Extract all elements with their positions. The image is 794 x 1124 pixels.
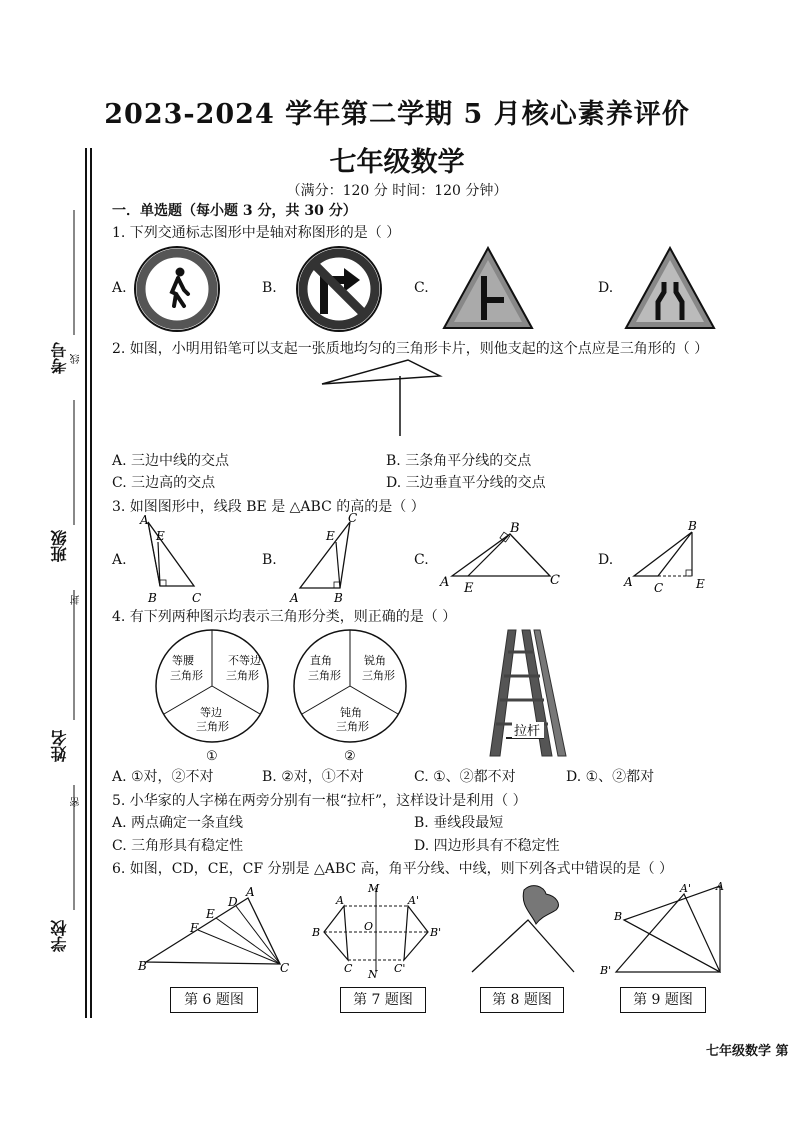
label-e: E — [206, 907, 215, 921]
pie1-label-isosceles-2: 三角形 — [170, 669, 203, 682]
class-label: 班级 — [50, 530, 69, 562]
pie1-caption: ① — [206, 749, 218, 764]
label-o: O — [364, 920, 374, 933]
q2-option-d: D. 三边垂直平分线的交点 — [386, 475, 546, 491]
q4-option-c: C. ①、②都不对 — [414, 769, 516, 785]
pie1-label-isosceles: 等腰 — [172, 654, 194, 667]
label-b: B — [688, 520, 697, 533]
q2-option-b: B. 三条角平分线的交点 — [386, 453, 532, 469]
label-c: C — [280, 961, 290, 975]
label-a-prime: A' — [408, 894, 419, 907]
pie-chart-2 — [294, 630, 406, 764]
q3-figure-c — [438, 520, 568, 598]
q2-stem: 2. 如图，小明用铅笔可以支起一张质地均匀的三角形卡片，则他支起的这个点应是三角形的（ ） — [112, 341, 709, 357]
q3-figure-d — [620, 520, 716, 598]
q4-stem: 4. 有下列两种图示均表示三角形分类，则正确的是（ ） — [112, 609, 457, 625]
label-b: B — [312, 926, 321, 939]
label-d: D — [228, 895, 238, 909]
figure-8 — [466, 880, 586, 980]
label-f: F — [190, 921, 199, 935]
q3-stem: 3. 如图图形中，线段 BE 是 △ABC 的高的是（ ） — [112, 499, 425, 515]
q1-option-b: B. — [262, 280, 277, 296]
pie2-label-right: 直角 — [310, 654, 332, 667]
pie2-label-obtuse-2: 三角形 — [336, 720, 369, 733]
pie1-label-scalene: 不等边 — [228, 654, 261, 667]
ladder-rod-label: 拉杆 — [514, 724, 541, 739]
q2-option-a: A. 三边中线的交点 — [112, 453, 230, 469]
pie1-label-equilateral-2: 三角形 — [196, 720, 229, 733]
label-c: C — [348, 511, 358, 525]
label-e: E — [156, 529, 165, 543]
pie2-label-acute-2: 三角形 — [362, 669, 395, 682]
no-pedestrian-sign-icon — [132, 244, 222, 334]
figure-6 — [136, 884, 296, 980]
q5-stem: 5. 小华家的人字梯在两旁分别有一根“拉杆”，这样设计是利用（ ） — [112, 793, 527, 809]
road-narrows-sign-icon — [622, 244, 718, 332]
label-b: B — [334, 591, 343, 605]
q3-figure-a — [136, 510, 212, 606]
figure-9-caption: 第 9 题图 — [620, 987, 706, 1013]
q4-option-b: B. ②对，①不对 — [262, 769, 364, 785]
label-b: B — [614, 910, 623, 923]
binding-margin — [0, 0, 100, 1124]
q3-option-b: B. — [262, 552, 277, 568]
q5-option-a: A. 两点确定一条直线 — [112, 815, 244, 831]
no-right-turn-sign-icon — [294, 244, 384, 334]
pie1-label-scalene-2: 三角形 — [226, 669, 259, 682]
t-junction-sign-icon — [440, 244, 536, 332]
figure-9 — [596, 880, 736, 980]
label-a-prime: A' — [680, 882, 691, 895]
label-b-prime: B' — [600, 964, 612, 977]
exam-title: 2023-2024 学年第二学期 5 月核心素养评价 — [104, 99, 690, 130]
page-footer: 七年级数学 第 — [706, 1044, 789, 1059]
q5-option-b: B. 垂线段最短 — [414, 815, 504, 831]
figure-7-caption: 第 7 题图 — [340, 987, 426, 1013]
figure-8-caption: 第 8 题图 — [480, 987, 564, 1013]
q3-figure-b — [286, 510, 366, 606]
q2-option-c: C. 三边高的交点 — [112, 475, 216, 491]
label-a: A — [246, 885, 255, 899]
q3-option-d: D. — [598, 552, 614, 568]
label-a: A — [290, 591, 299, 605]
label-a: A — [440, 575, 450, 590]
secret-mark: 密 — [71, 797, 82, 807]
ladder-figure — [482, 626, 572, 760]
q1-option-c: C. — [414, 280, 429, 296]
label-c: C — [192, 591, 202, 605]
label-e: E — [696, 577, 705, 591]
label-n: N — [368, 968, 378, 980]
q5-option-d: D. 四边形具有不稳定性 — [414, 838, 560, 854]
q4-option-a: A. ①对，②不对 — [112, 769, 214, 785]
figure-6-caption: 第 6 题图 — [170, 987, 258, 1013]
label-e: E — [464, 581, 474, 596]
label-a: A — [336, 894, 344, 907]
q6-stem: 6. 如图，CD，CE，CF 分别是 △ABC 高，角平分线、中线，则下列各式中错误的是（ ） — [112, 861, 674, 877]
label-c-prime: C' — [394, 962, 406, 975]
label-a: A — [624, 575, 633, 589]
label-c: C — [550, 573, 560, 588]
q4-pie-figures — [154, 624, 444, 764]
exam-no-label: 考号 — [50, 342, 69, 374]
q2-triangle-pencil-figure — [316, 356, 446, 438]
school-label: 学校 — [50, 920, 69, 952]
name-label: 姓名 — [50, 730, 69, 762]
line-mark: 线 — [71, 354, 82, 364]
seal-mark: 封 — [71, 595, 82, 605]
q4-option-d: D. ①、②都对 — [566, 769, 655, 785]
label-a: A — [140, 513, 149, 527]
exam-subject: 七年级数学 — [329, 147, 465, 178]
q1-option-d: D. — [598, 280, 614, 296]
pie-chart-1 — [156, 630, 268, 764]
section-heading: 一．单选题（每小题 3 分，共 30 分） — [112, 203, 357, 219]
q1-stem: 1. 下列交通标志图形中是轴对称图形的是（ ） — [112, 225, 401, 241]
pie2-label-right-2: 三角形 — [308, 669, 341, 682]
pie2-label-acute: 锐角 — [364, 654, 386, 667]
figure-7 — [308, 880, 448, 980]
q1-option-a: A. — [112, 280, 127, 296]
label-c: C — [654, 581, 664, 595]
pie2-label-obtuse: 钝角 — [340, 706, 362, 719]
label-b: B — [510, 521, 520, 536]
pie2-caption: ② — [344, 749, 356, 764]
label-m: M — [368, 882, 380, 895]
score-time: （满分：120 分 时间：120 分钟） — [286, 183, 508, 199]
label-b-prime: B' — [430, 926, 442, 939]
q3-option-a: A. — [112, 552, 127, 568]
label-b: B — [138, 959, 147, 973]
label-a: A — [716, 880, 724, 893]
q3-option-c: C. — [414, 552, 429, 568]
pie1-label-equilateral: 等边 — [200, 706, 222, 719]
label-e: E — [326, 529, 335, 543]
label-c: C — [344, 962, 353, 975]
q5-option-c: C. 三角形具有稳定性 — [112, 838, 244, 854]
label-b: B — [148, 591, 157, 605]
